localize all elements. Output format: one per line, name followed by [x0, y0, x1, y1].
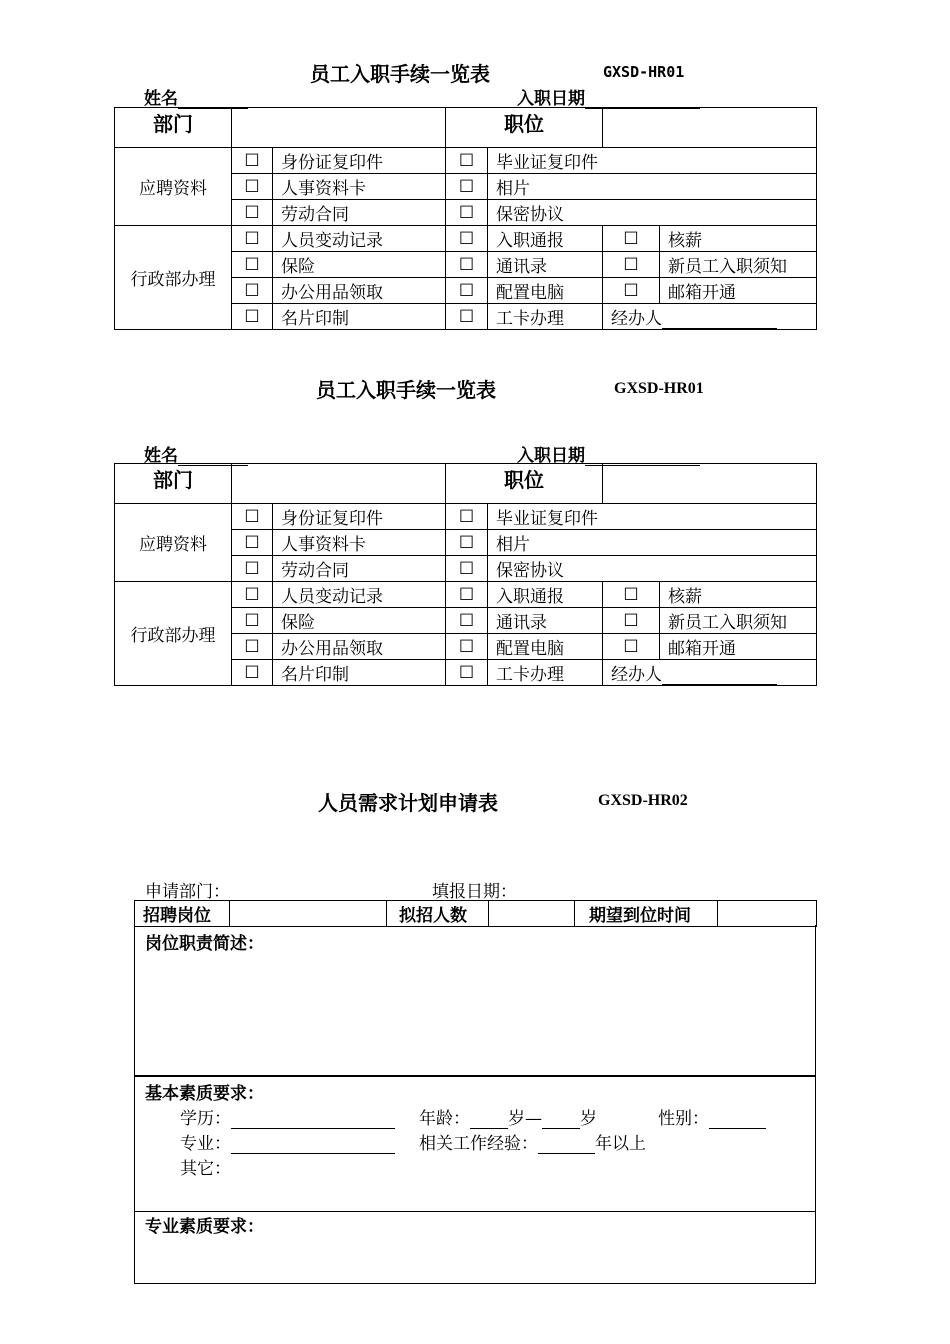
item-label: 保险 [273, 252, 446, 278]
duties-label: 岗位职责简述： [145, 934, 264, 954]
checkbox[interactable]: ☐ [232, 608, 273, 634]
checkbox[interactable]: ☐ [232, 226, 273, 252]
form3-header-table [134, 900, 817, 927]
gender-row [658, 1104, 766, 1129]
checkbox[interactable]: ☐ [603, 608, 660, 634]
apply-dept-label: 申请部门： [145, 882, 230, 902]
item-label: 相片 [488, 174, 817, 200]
planned-count-label: 拟招人数 [387, 901, 489, 927]
recruit-position-field[interactable] [230, 901, 387, 927]
item-label: 邮箱开通 [660, 634, 817, 660]
form2-name-label: 姓名 [144, 446, 178, 466]
form1-title: 员工入职手续一览表 [310, 62, 490, 86]
major-label: 专业： [180, 1134, 231, 1154]
checkbox[interactable]: ☐ [603, 582, 660, 608]
item-label: 邮箱开通 [660, 278, 817, 304]
expected-arrival-field[interactable] [718, 901, 817, 927]
item-label: 名片印制 [273, 660, 446, 686]
form1-name-row [144, 84, 248, 109]
education-label: 学历： [180, 1109, 231, 1129]
item-label: 身份证复印件 [273, 148, 446, 174]
checkbox[interactable]: ☐ [232, 174, 273, 200]
handler-label: 经办人 [611, 665, 662, 685]
item-label: 核薪 [660, 582, 817, 608]
handler-field[interactable] [662, 310, 777, 329]
checkbox[interactable]: ☐ [232, 504, 273, 530]
item-label: 工卡办理 [488, 660, 603, 686]
item-label: 名片印制 [273, 304, 446, 330]
item-label: 保密协议 [488, 556, 817, 582]
age-row [419, 1104, 597, 1129]
expected-arrival-label: 期望到位时间 [575, 901, 718, 927]
dept-label: 部门 [115, 108, 232, 148]
recruit-position-label: 招聘岗位 [135, 901, 230, 927]
major-row [180, 1129, 395, 1154]
form1-name-label: 姓名 [144, 89, 178, 109]
item-label: 人员变动记录 [273, 582, 446, 608]
planned-count-field[interactable] [489, 901, 575, 927]
item-label: 核薪 [660, 226, 817, 252]
checkbox[interactable]: ☐ [446, 634, 488, 660]
item-label: 劳动合同 [273, 556, 446, 582]
form2-date-label: 入职日期 [517, 446, 585, 466]
group-admin-dept: 行政部办理 [115, 226, 232, 330]
education-field[interactable] [231, 1110, 395, 1129]
item-label: 新员工入职须知 [660, 252, 817, 278]
checkbox[interactable]: ☐ [446, 556, 488, 582]
checkbox[interactable]: ☐ [232, 252, 273, 278]
checkbox[interactable]: ☐ [603, 226, 660, 252]
checkbox[interactable]: ☐ [446, 582, 488, 608]
form2-code: GXSD-HR01 [614, 380, 704, 397]
item-label: 办公用品领取 [273, 634, 446, 660]
checkbox[interactable]: ☐ [232, 278, 273, 304]
experience-suffix: 年以上 [595, 1134, 646, 1154]
gender-field[interactable] [709, 1110, 766, 1129]
gender-label: 性别： [658, 1109, 709, 1129]
item-label: 人事资料卡 [273, 174, 446, 200]
checkbox[interactable]: ☐ [603, 278, 660, 304]
checkbox[interactable]: ☐ [232, 634, 273, 660]
experience-row [419, 1129, 646, 1154]
item-label: 配置电脑 [488, 634, 603, 660]
checkbox[interactable]: ☐ [446, 278, 488, 304]
checkbox[interactable]: ☐ [232, 582, 273, 608]
checkbox[interactable]: ☐ [446, 148, 488, 174]
position-label: 职位 [446, 464, 603, 504]
checkbox[interactable]: ☐ [232, 556, 273, 582]
checkbox[interactable]: ☐ [446, 174, 488, 200]
handler-cell [603, 304, 817, 330]
item-label: 通讯录 [488, 252, 603, 278]
item-label: 人事资料卡 [273, 530, 446, 556]
form3-title: 人员需求计划申请表 [318, 791, 498, 815]
form1-date-row [517, 84, 700, 109]
checkbox[interactable]: ☐ [603, 634, 660, 660]
handler-field[interactable] [662, 666, 777, 685]
checkbox[interactable]: ☐ [232, 200, 273, 226]
age-min-field[interactable] [470, 1110, 508, 1129]
checkbox[interactable]: ☐ [603, 252, 660, 278]
form1-code: GXSD-HR01 [603, 63, 685, 81]
item-label: 劳动合同 [273, 200, 446, 226]
item-label: 工卡办理 [488, 304, 603, 330]
item-label: 办公用品领取 [273, 278, 446, 304]
item-label: 保险 [273, 608, 446, 634]
position-field[interactable] [603, 464, 817, 504]
fill-date-label: 填报日期： [432, 882, 517, 902]
major-field[interactable] [231, 1135, 395, 1154]
item-label: 入职通报 [488, 582, 603, 608]
checkbox[interactable]: ☐ [446, 660, 488, 686]
group-applicant-docs: 应聘资料 [115, 148, 232, 226]
checkbox[interactable]: ☐ [446, 200, 488, 226]
handler-label: 经办人 [611, 309, 662, 329]
item-label: 入职通报 [488, 226, 603, 252]
basic-req-label: 基本素质要求： [145, 1084, 264, 1104]
checkbox[interactable]: ☐ [446, 504, 488, 530]
form2-table [114, 463, 817, 686]
duties-section[interactable] [134, 925, 816, 1076]
age-sep2: 岁 [580, 1109, 597, 1129]
checkbox[interactable]: ☐ [232, 660, 273, 686]
checkbox[interactable]: ☐ [446, 252, 488, 278]
checkbox[interactable]: ☐ [446, 608, 488, 634]
item-label: 新员工入职须知 [660, 608, 817, 634]
age-sep1: 岁— [508, 1109, 542, 1129]
dept-field[interactable] [232, 464, 446, 504]
group-admin-dept: 行政部办理 [115, 582, 232, 686]
pro-req-section[interactable] [134, 1210, 816, 1284]
group-applicant-docs: 应聘资料 [115, 504, 232, 582]
dept-label: 部门 [115, 464, 232, 504]
form1-table [114, 107, 817, 330]
item-label: 配置电脑 [488, 278, 603, 304]
checkbox[interactable]: ☐ [232, 530, 273, 556]
item-label: 毕业证复印件 [488, 148, 817, 174]
form3-code: GXSD-HR02 [598, 792, 688, 809]
item-label: 保密协议 [488, 200, 817, 226]
position-field[interactable] [603, 108, 817, 148]
form2-title: 员工入职手续一览表 [316, 378, 496, 402]
form1-date-label: 入职日期 [517, 89, 585, 109]
item-label: 人员变动记录 [273, 226, 446, 252]
basic-req-section [134, 1076, 816, 1212]
pro-req-label: 专业素质要求： [145, 1217, 264, 1237]
position-label: 职位 [446, 108, 603, 148]
item-label: 毕业证复印件 [488, 504, 817, 530]
other-label: 其它： [180, 1159, 231, 1179]
checkbox[interactable]: ☐ [446, 226, 488, 252]
item-label: 身份证复印件 [273, 504, 446, 530]
dept-field[interactable] [232, 108, 446, 148]
item-label: 通讯录 [488, 608, 603, 634]
age-max-field[interactable] [542, 1110, 580, 1129]
checkbox[interactable]: ☐ [232, 148, 273, 174]
checkbox[interactable]: ☐ [446, 304, 488, 330]
edu-age-gender-row [180, 1104, 395, 1129]
item-label: 相片 [488, 530, 817, 556]
checkbox[interactable]: ☐ [446, 530, 488, 556]
experience-label: 相关工作经验： [419, 1134, 538, 1154]
checkbox[interactable]: ☐ [232, 304, 273, 330]
handler-cell [603, 660, 817, 686]
experience-field[interactable] [538, 1135, 595, 1154]
age-label: 年龄： [419, 1109, 470, 1129]
